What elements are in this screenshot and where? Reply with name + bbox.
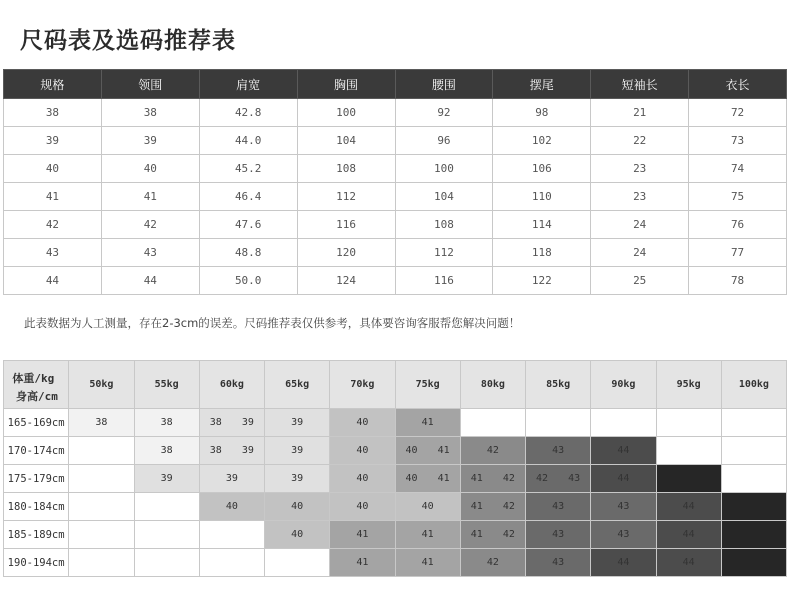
size-table-cell: 23 [591, 155, 689, 183]
size-table-cell: 116 [297, 211, 395, 239]
size-recommendation-cell: 43 [526, 437, 591, 465]
size-table-cell: 41 [4, 183, 102, 211]
size-table-cell: 110 [493, 183, 591, 211]
size-value: 40 [405, 445, 418, 456]
size-recommendation-cell: 39 [265, 437, 330, 465]
size-recommendation-cell: 42 [460, 437, 525, 465]
size-table-cell: 38 [4, 99, 102, 127]
size-recommendation-cell: 44 [591, 465, 656, 493]
size-table-cell: 25 [591, 267, 689, 295]
size-recommendation-cell [199, 409, 264, 437]
size-table-header: 领围 [101, 70, 199, 99]
recommendation-body [4, 409, 787, 577]
size-table-cell: 21 [591, 99, 689, 127]
size-value: 41 [470, 529, 483, 540]
size-value: 41 [470, 473, 483, 484]
size-value: 39 [241, 445, 254, 456]
size-recommendation-cell: 41 [395, 549, 460, 577]
size-recommendation-cell [69, 493, 134, 521]
size-table-cell: 73 [689, 127, 787, 155]
size-recommendation-cell: 39 [265, 465, 330, 493]
height-label: 165-169cm [4, 409, 69, 437]
measurement-note: 此表数据为人工测量，存在2-3cm的误差。尺码推荐表仅供参考，具体要咨询客服帮您解决问题！ [24, 316, 521, 330]
size-value: 41 [437, 445, 450, 456]
size-table-cell: 48.8 [199, 239, 297, 267]
size-table-cell: 112 [297, 183, 395, 211]
size-recommendation-cell: 40 [330, 465, 395, 493]
size-value: 42 [502, 529, 515, 540]
size-table-cell: 100 [297, 99, 395, 127]
size-table-cell: 120 [297, 239, 395, 267]
size-recommendation-cell [721, 465, 786, 493]
height-row [4, 549, 787, 577]
size-recommendation-cell [69, 465, 134, 493]
size-table-cell: 45.2 [199, 155, 297, 183]
height-label: 180-184cm [4, 493, 69, 521]
size-table-cell: 47.6 [199, 211, 297, 239]
size-table-cell: 22 [591, 127, 689, 155]
size-table-header: 肩宽 [199, 70, 297, 99]
size-table-cell: 72 [689, 99, 787, 127]
size-table-cell: 38 [101, 99, 199, 127]
size-recommendation-cell: 40 [330, 409, 395, 437]
size-recommendation-cell [134, 521, 199, 549]
size-recommendation-cell: 43 [591, 493, 656, 521]
size-table-cell: 42 [101, 211, 199, 239]
size-table-row [4, 155, 787, 183]
weight-header: 55kg [134, 361, 199, 409]
size-recommendation-cell: 41 [395, 521, 460, 549]
size-table-cell: 106 [493, 155, 591, 183]
size-recommendation-cell: 43 [526, 549, 591, 577]
size-recommendation-cell [69, 437, 134, 465]
size-table-cell: 76 [689, 211, 787, 239]
size-table-cell: 44 [4, 267, 102, 295]
size-recommendation-cell: 39 [134, 465, 199, 493]
size-table-header: 衣长 [689, 70, 787, 99]
size-value: 41 [470, 501, 483, 512]
size-recommendation-cell [721, 409, 786, 437]
size-table-cell: 23 [591, 183, 689, 211]
size-table-cell: 124 [297, 267, 395, 295]
size-pair [461, 493, 525, 520]
size-recommendation-cell [134, 493, 199, 521]
size-table [3, 69, 787, 295]
size-table-cell: 46.4 [199, 183, 297, 211]
page-title: 尺码表及选码推荐表 [20, 28, 236, 54]
height-row [4, 409, 787, 437]
size-table-cell: 77 [689, 239, 787, 267]
size-recommendation-cell: 43 [591, 521, 656, 549]
size-table-header: 腰围 [395, 70, 493, 99]
size-value: 42 [502, 501, 515, 512]
weight-header: 70kg [330, 361, 395, 409]
size-recommendation-cell: 41 [330, 549, 395, 577]
size-recommendation-cell [395, 465, 460, 493]
size-table-cell: 50.0 [199, 267, 297, 295]
size-recommendation-cell: 38 [134, 409, 199, 437]
size-table-cell: 108 [395, 211, 493, 239]
size-recommendation-cell [656, 409, 721, 437]
size-value: 41 [437, 473, 450, 484]
size-table-cell: 43 [101, 239, 199, 267]
height-label: 185-189cm [4, 521, 69, 549]
size-table-cell: 100 [395, 155, 493, 183]
size-table-header: 摆尾 [493, 70, 591, 99]
size-table-row [4, 211, 787, 239]
size-recommendation-cell: 40 [395, 493, 460, 521]
size-recommendation-cell: 40 [330, 437, 395, 465]
weight-header: 100kg [721, 361, 786, 409]
size-table-cell: 42.8 [199, 99, 297, 127]
size-table-header: 胸围 [297, 70, 395, 99]
size-table-cell: 39 [4, 127, 102, 155]
size-recommendation-cell [199, 521, 264, 549]
size-recommendation-cell: 44 [591, 549, 656, 577]
size-pair [200, 437, 264, 464]
size-recommendation-cell [460, 409, 525, 437]
size-table-cell: 98 [493, 99, 591, 127]
height-row [4, 465, 787, 493]
height-row [4, 437, 787, 465]
size-table-cell: 43 [4, 239, 102, 267]
recommendation-header-row [4, 361, 787, 409]
size-table-cell: 122 [493, 267, 591, 295]
size-recommendation-cell [460, 493, 525, 521]
size-pair [461, 465, 525, 492]
size-recommendation-cell [721, 549, 786, 577]
size-recommendation-cell: 40 [199, 493, 264, 521]
size-value: 43 [568, 473, 581, 484]
height-row [4, 493, 787, 521]
weight-header: 95kg [656, 361, 721, 409]
size-table-cell: 24 [591, 211, 689, 239]
size-table-cell: 44 [101, 267, 199, 295]
size-recommendation-cell: 42 [460, 549, 525, 577]
size-table-row [4, 183, 787, 211]
size-recommendation-cell [460, 521, 525, 549]
size-table-header: 短袖长 [591, 70, 689, 99]
size-table-row [4, 127, 787, 155]
size-table-body [4, 99, 787, 295]
size-recommendation-cell [199, 437, 264, 465]
weight-header: 65kg [265, 361, 330, 409]
size-recommendation-cell: 40 [265, 493, 330, 521]
height-row [4, 521, 787, 549]
height-label: 170-174cm [4, 437, 69, 465]
size-recommendation-cell: 39 [265, 409, 330, 437]
size-value: 38 [209, 417, 222, 428]
size-table-cell: 114 [493, 211, 591, 239]
recommendation-table [3, 360, 787, 577]
weight-header: 50kg [69, 361, 134, 409]
size-table-cell: 41 [101, 183, 199, 211]
size-recommendation-cell [460, 465, 525, 493]
size-recommendation-cell: 43 [526, 521, 591, 549]
size-recommendation-cell [721, 437, 786, 465]
weight-header: 90kg [591, 361, 656, 409]
size-pair [396, 437, 460, 464]
height-label: 190-194cm [4, 549, 69, 577]
size-recommendation-cell [526, 409, 591, 437]
size-table-cell: 74 [689, 155, 787, 183]
weight-axis-label: 体重/kg [12, 372, 55, 385]
size-table-cell: 39 [101, 127, 199, 155]
size-table-cell: 92 [395, 99, 493, 127]
size-recommendation-cell: 41 [395, 409, 460, 437]
size-recommendation-cell [199, 549, 264, 577]
size-table-cell: 40 [101, 155, 199, 183]
weight-header: 60kg [199, 361, 264, 409]
size-table-row [4, 99, 787, 127]
size-recommendation-cell [395, 437, 460, 465]
size-recommendation-cell [721, 493, 786, 521]
size-table-row [4, 267, 787, 295]
size-table-cell: 108 [297, 155, 395, 183]
size-recommendation-cell [656, 437, 721, 465]
size-recommendation-cell: 44 [656, 521, 721, 549]
size-table-header-row [4, 70, 787, 99]
size-value: 39 [241, 417, 254, 428]
size-recommendation-cell [656, 465, 721, 493]
size-recommendation-cell: 40 [330, 493, 395, 521]
size-recommendation-cell [134, 549, 199, 577]
size-table-cell: 118 [493, 239, 591, 267]
size-recommendation-cell: 44 [656, 549, 721, 577]
size-recommendation-cell: 40 [265, 521, 330, 549]
size-recommendation-cell [265, 549, 330, 577]
height-label: 175-179cm [4, 465, 69, 493]
size-recommendation-cell [526, 465, 591, 493]
weight-header: 75kg [395, 361, 460, 409]
size-value: 42 [502, 473, 515, 484]
corner-cell [4, 361, 69, 409]
size-table-cell: 42 [4, 211, 102, 239]
size-recommendation-cell: 43 [526, 493, 591, 521]
size-table-cell: 96 [395, 127, 493, 155]
size-table-cell: 44.0 [199, 127, 297, 155]
size-recommendation-cell: 38 [134, 437, 199, 465]
size-recommendation-cell: 44 [591, 437, 656, 465]
size-table-cell: 116 [395, 267, 493, 295]
weight-header: 85kg [526, 361, 591, 409]
height-axis-label: 身高/cm [16, 390, 58, 403]
weight-header: 80kg [460, 361, 525, 409]
size-table-cell: 75 [689, 183, 787, 211]
size-recommendation-cell [591, 409, 656, 437]
size-table-cell: 104 [395, 183, 493, 211]
size-pair [526, 465, 590, 492]
size-pair [200, 409, 264, 436]
size-table-cell: 78 [689, 267, 787, 295]
size-table-cell: 112 [395, 239, 493, 267]
size-table-cell: 24 [591, 239, 689, 267]
size-pair [461, 521, 525, 548]
size-recommendation-cell [69, 521, 134, 549]
size-table-cell: 104 [297, 127, 395, 155]
size-table-cell: 102 [493, 127, 591, 155]
size-recommendation-cell: 39 [199, 465, 264, 493]
size-table-header: 规格 [4, 70, 102, 99]
size-value: 42 [536, 473, 549, 484]
size-recommendation-cell [69, 549, 134, 577]
size-recommendation-cell: 41 [330, 521, 395, 549]
size-recommendation-cell: 44 [656, 493, 721, 521]
size-value: 40 [405, 473, 418, 484]
size-pair [396, 465, 460, 492]
size-value: 38 [209, 445, 222, 456]
size-table-row [4, 239, 787, 267]
size-recommendation-cell: 38 [69, 409, 134, 437]
size-table-cell: 40 [4, 155, 102, 183]
size-recommendation-cell [721, 521, 786, 549]
